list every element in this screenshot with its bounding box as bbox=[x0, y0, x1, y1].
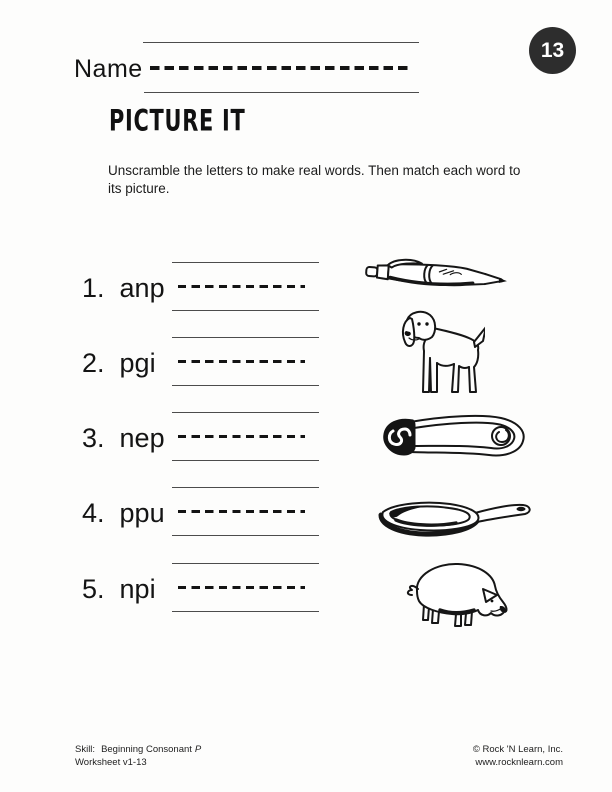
writing-line-bottom bbox=[172, 310, 319, 311]
answer-writing-lines[interactable] bbox=[172, 337, 319, 387]
name-writing-lines[interactable] bbox=[143, 42, 419, 94]
pen-picture bbox=[363, 256, 520, 302]
answer-writing-lines[interactable] bbox=[172, 262, 319, 312]
website-text: www.rocknlearn.com bbox=[475, 756, 563, 768]
item-number: 2. bbox=[82, 347, 105, 378]
writing-line-top bbox=[172, 487, 319, 488]
writing-line-bottom bbox=[172, 385, 319, 386]
instructions-line2: its picture. bbox=[108, 180, 170, 196]
skill-consonant: P bbox=[194, 744, 202, 755]
page-number: 13 bbox=[540, 38, 565, 62]
writing-line-top bbox=[172, 412, 319, 413]
name-label: Name bbox=[74, 55, 143, 83]
writing-line-bottom bbox=[172, 535, 319, 536]
answer-writing-lines[interactable] bbox=[172, 487, 319, 537]
footer-copyright-block bbox=[473, 744, 563, 769]
item-number: 5. bbox=[82, 573, 105, 604]
skill-value: Beginning Consonant bbox=[101, 744, 192, 755]
instructions bbox=[108, 162, 520, 197]
instructions-line1: Unscramble the letters to make real words. Then match each word to bbox=[108, 163, 521, 178]
writing-line-bottom bbox=[144, 92, 419, 93]
skill-label: Skill: bbox=[75, 744, 96, 755]
scrambled-word: ppu bbox=[119, 497, 165, 528]
writing-line-top bbox=[172, 337, 319, 338]
writing-line-dashed bbox=[178, 510, 305, 513]
writing-line-top bbox=[172, 563, 319, 564]
scrambled-word: nep bbox=[119, 422, 165, 453]
worksheet-title: PICTURE IT bbox=[109, 103, 246, 138]
writing-line-dashed bbox=[178, 435, 305, 438]
footer-skill-block bbox=[75, 744, 201, 769]
scrambled-word: anp bbox=[119, 272, 165, 303]
writing-line-top bbox=[143, 42, 419, 43]
item-number: 4. bbox=[82, 497, 105, 528]
worksheet-id: Worksheet v1-13 bbox=[75, 756, 147, 768]
exercise-row-2 bbox=[0, 337, 612, 389]
writing-line-dashed bbox=[178, 360, 305, 363]
answer-writing-lines[interactable] bbox=[172, 563, 319, 613]
page-number-badge bbox=[529, 27, 576, 74]
item-number: 1. bbox=[82, 272, 105, 303]
writing-line-dashed bbox=[178, 285, 305, 288]
writing-line-dashed bbox=[150, 66, 412, 70]
exercise-row-5 bbox=[0, 563, 612, 615]
copyright-text: © Rock 'N Learn, Inc. bbox=[472, 744, 563, 755]
writing-line-bottom bbox=[172, 611, 319, 612]
scrambled-word: pgi bbox=[119, 347, 156, 378]
writing-line-bottom bbox=[172, 460, 319, 461]
item-number: 3. bbox=[82, 422, 105, 453]
scrambled-word: npi bbox=[119, 573, 156, 604]
dog-picture bbox=[397, 306, 485, 400]
pig-picture bbox=[402, 558, 515, 630]
writing-line-dashed bbox=[178, 586, 305, 589]
exercise-row-1 bbox=[0, 262, 612, 314]
answer-writing-lines[interactable] bbox=[172, 412, 319, 462]
frying-pan-picture bbox=[374, 494, 537, 542]
writing-line-top bbox=[172, 262, 319, 263]
safety-pin-picture bbox=[379, 410, 536, 464]
